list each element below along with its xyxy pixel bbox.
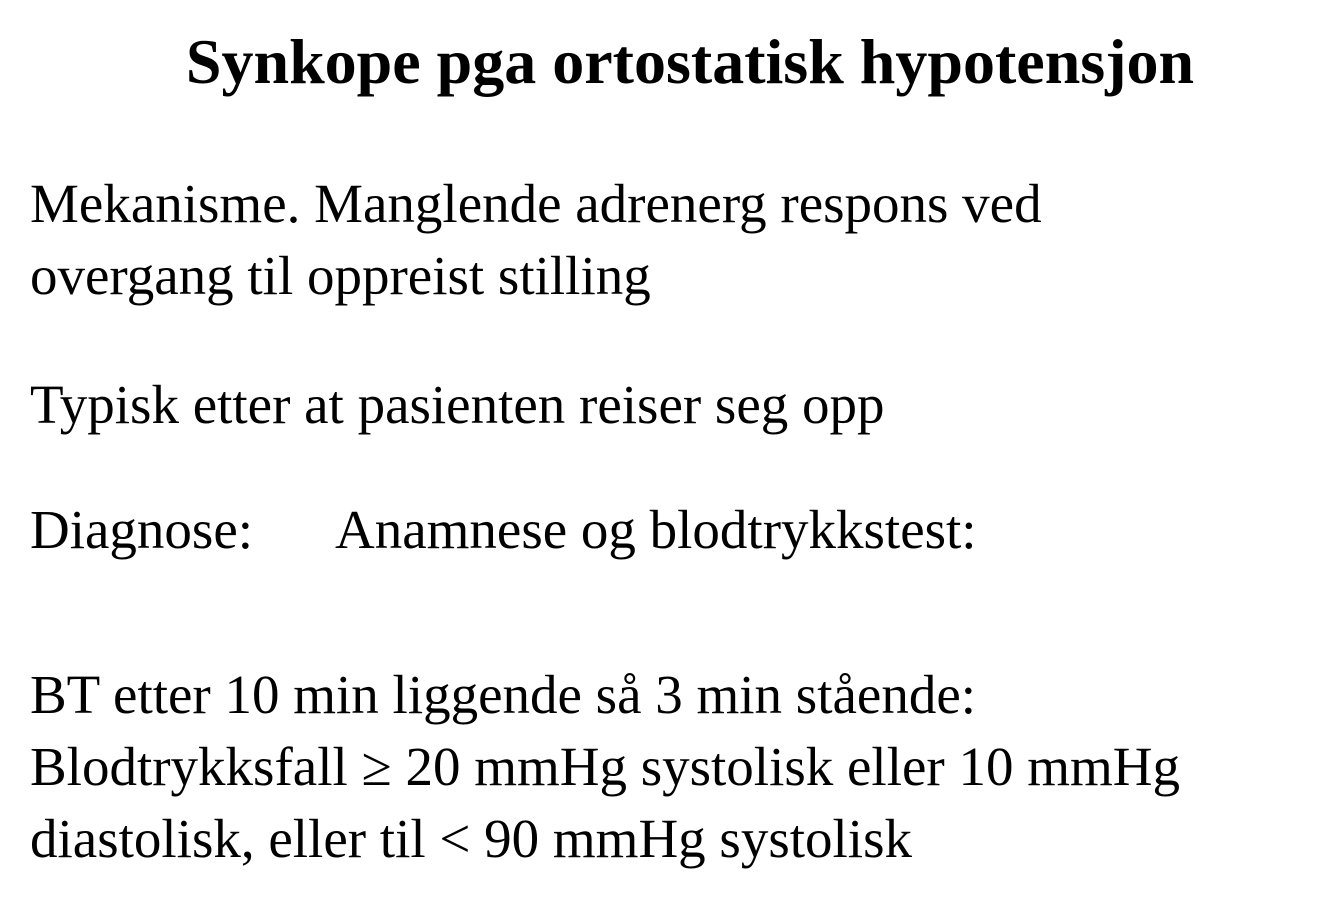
diagnosis-paragraph <box>30 494 977 566</box>
slide-title: Synkope pga ortostatisk hypotensjon <box>185 26 1195 97</box>
bp-test-line-3: diastolisk, eller til < 90 mmHg systolisk <box>30 808 912 869</box>
bp-test-line-1: BT etter 10 min liggende så 3 min stående: <box>30 664 977 725</box>
mechanism-paragraph <box>30 168 1042 312</box>
diagnosis-value: Anamnese og blodtrykkstest: <box>335 499 977 560</box>
mechanism-line-1: Mekanisme. Manglende adrenerg respons ved <box>30 173 1042 234</box>
bp-test-paragraph <box>30 659 1180 875</box>
typical-paragraph: Typisk etter at pasienten reiser seg opp <box>30 374 885 435</box>
mechanism-line-2: overgang til oppreist stilling <box>30 245 651 306</box>
diagnosis-label: Diagnose: <box>30 499 254 560</box>
bp-test-line-2: Blodtrykksfall ≥ 20 mmHg systolisk eller 10 mmHg <box>30 736 1181 797</box>
